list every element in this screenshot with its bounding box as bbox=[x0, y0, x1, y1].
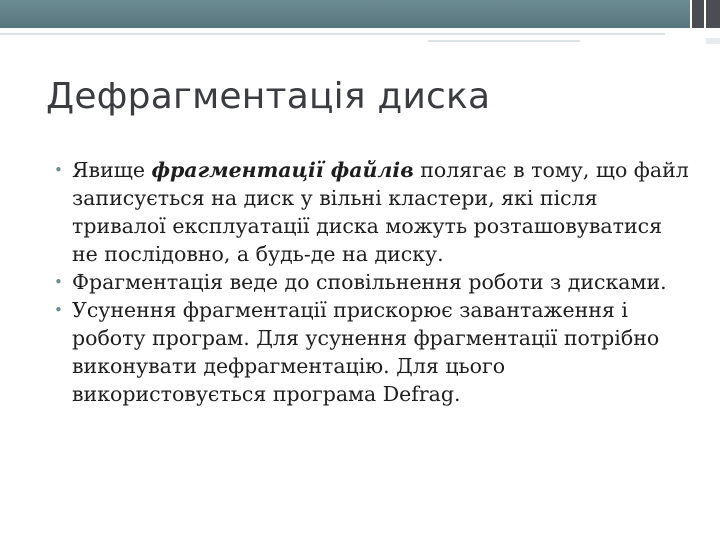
decorative-rule bbox=[428, 40, 580, 42]
slide-title: Дефрагментація диска bbox=[46, 76, 491, 117]
bullet-icon: • bbox=[54, 301, 63, 319]
bullet-icon: • bbox=[54, 273, 63, 291]
bullet-item bbox=[54, 268, 694, 296]
bullet-item bbox=[54, 156, 694, 268]
decorative-rule bbox=[0, 33, 665, 35]
header-band-divider bbox=[704, 0, 706, 28]
bullet-text-emphasis: фрагментації файлів bbox=[151, 158, 414, 182]
bullet-icon: • bbox=[54, 161, 63, 179]
bullet-text: Усунення фрагментації прискорює завантаження і роботу програм. Для усунення фрагментації потрібно виконувати дефрагментацію. Для цього використовується програма Defrag. bbox=[72, 298, 660, 406]
bullet-list bbox=[54, 156, 694, 408]
header-band-divider bbox=[690, 0, 692, 28]
bullet-text-suffix: полягає в тому, що файл записується на диск у вільні кластери, які після тривалої експлуатації диска можуть розташовуватися не послідовно, а будь-де на диску. bbox=[72, 158, 689, 266]
bullet-item bbox=[54, 296, 694, 408]
header-band-teal bbox=[0, 0, 690, 28]
header-band bbox=[0, 0, 720, 28]
bullet-text: Фрагментація веде до сповільнення роботи з дисками. bbox=[72, 270, 667, 294]
bullet-text-prefix: Явище bbox=[72, 158, 152, 182]
decorative-rule bbox=[706, 38, 720, 44]
